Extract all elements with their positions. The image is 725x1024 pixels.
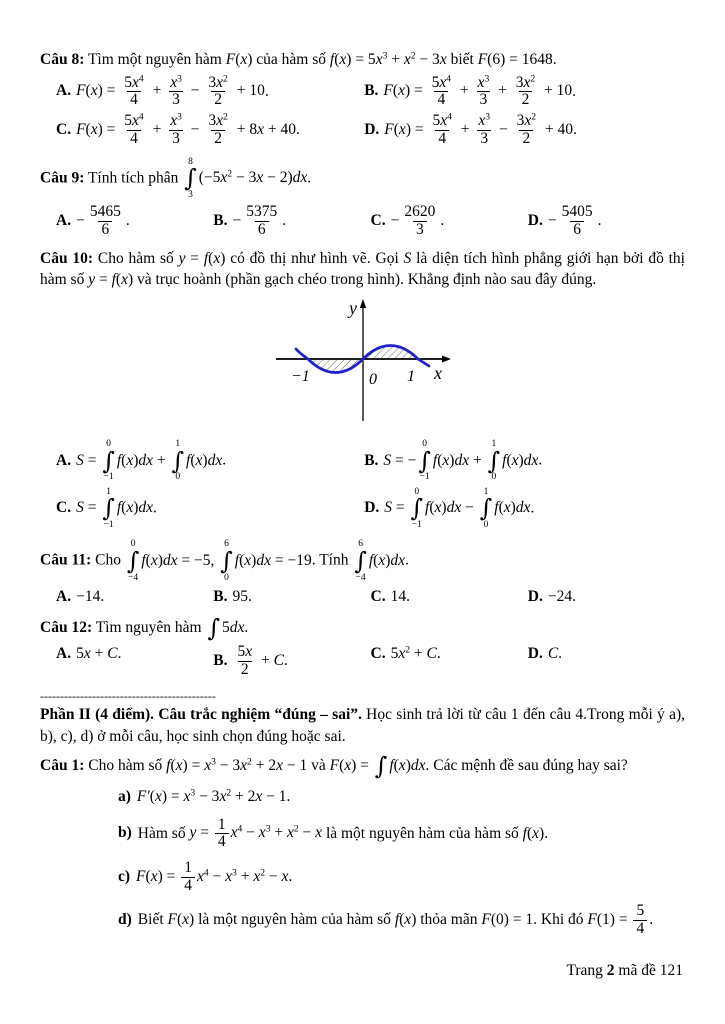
option-formula: − $\frac{5375}{6}$ .: [232, 203, 287, 239]
option-formula: S = 0 ∫ −1 f(x)dx − 1 ∫ 0 f(x)dx.: [384, 486, 535, 531]
question-8-option-a: [56, 75, 364, 109]
item-formula: Biết F(x) là một nguyên hàm của hàm số f(x) thỏa mãn F(0) = 1. Khi đó F(1) = $\frac{5}{4}$ .: [137, 902, 654, 938]
question-11-options: [40, 585, 685, 610]
item-letter: b): [118, 824, 132, 842]
option-formula: −24.: [547, 588, 576, 606]
question-12: [40, 614, 685, 643]
option-formula: 95.: [232, 588, 252, 606]
option-letter: D.: [527, 588, 543, 606]
option-letter: A.: [56, 451, 72, 469]
option-formula: − $\frac{2620}{3}$ .: [390, 203, 445, 239]
question-12-option-a: [56, 644, 213, 678]
question-12-text: Tìm nguyên hàm ∫ 5dx.: [92, 614, 249, 643]
question-9-option-c: [371, 204, 528, 238]
option-letter: D.: [364, 499, 380, 517]
section-divider: --------------------------------------------: [40, 689, 216, 704]
question-10-options: [40, 437, 685, 532]
question-9-option-a: [56, 204, 213, 238]
question-8-label: Câu 8:: [40, 51, 85, 68]
option-letter: C.: [370, 644, 386, 662]
question-9-option-d: [528, 204, 685, 238]
option-letter: A.: [56, 82, 72, 100]
part2-q1-item-b: [118, 817, 685, 851]
question-10-text: Cho hàm số y = f(x) có đồ thị như hình vẽ. Gọi S là diện tích hình phẳng giới hạn bởi đồ thị hàm số y = f(x) và trục hoành (phần gạch chéo trong hình). Khẳng định nào sau đây đúng.: [40, 249, 685, 289]
tick-neg1: −1: [290, 368, 310, 386]
tick-one: 1: [406, 368, 415, 386]
question-9-options: [40, 202, 685, 240]
question-11-option-b: [213, 587, 370, 608]
footer-suffix: mã đề 121: [618, 961, 683, 979]
question-12-option-c: [371, 644, 528, 678]
question-10-figure: [40, 297, 685, 435]
option-formula: S = 0 ∫ −1 f(x)dx + 1 ∫ 0 f(x)dx.: [76, 439, 227, 483]
question-9-label: Câu 9:: [40, 169, 85, 187]
option-letter: A.: [56, 212, 72, 230]
item-letter: c): [118, 867, 131, 885]
part2-heading-bold: Phần II (4 điểm). Câu trắc nghiệm “đúng – sai”.: [40, 706, 362, 724]
option-formula: $\frac{5x}{2}$ + C.: [237, 642, 288, 678]
option-letter: B.: [213, 588, 228, 606]
question-12-options: [40, 642, 685, 680]
part2-question-1: [40, 751, 685, 780]
question-12-option-d: [528, 644, 685, 678]
part2-heading-rest: Học sinh trả lời từ câu 1 đến câu 4.Trong mỗi ý a), b), c), d) ở mỗi câu, học sinh chọn đúng hoặc sai.: [40, 706, 685, 746]
option-formula: − $\frac{5405}{6}$ .: [547, 203, 602, 239]
option-formula: F(x) = $\frac{5x^4}{4}$ + $\frac{x^3}{3}$ + $\frac{3x^2}{2}$ + 10.: [383, 73, 577, 109]
question-11-option-c: [371, 587, 528, 608]
option-formula: S = 1 ∫ −1 f(x)dx.: [76, 486, 157, 531]
part2-q1-item-a: [118, 787, 685, 808]
page-footer: [40, 962, 685, 980]
part2-question-1-text: Cho hàm số $f(x) = x^3 - 3x^2 + 2x - 1$ và F(x) = ∫ f(x)dx. Các mệnh đề sau đúng hay sai?: [84, 751, 628, 780]
option-letter: C.: [56, 499, 72, 517]
footer-prefix: Trang: [566, 961, 603, 979]
option-formula: − $\frac{5465}{6}$ .: [76, 203, 130, 239]
x-axis-label: x: [433, 363, 442, 384]
option-letter: D.: [364, 120, 380, 138]
question-11-label: Câu 11:: [40, 551, 92, 569]
question-12-option-b: [213, 644, 370, 678]
item-letter: d): [118, 911, 132, 929]
question-9-option-b: [213, 204, 370, 238]
footer-page-number: 2: [606, 961, 615, 979]
question-11-option-a: [56, 587, 213, 608]
question-8-text: Tìm một nguyên hàm F(x) của hàm số $f(x) = 5x^3 + x^2 - 3x$ biết F(6) = 1648.: [84, 50, 557, 68]
option-formula: $5x^2 + C$.: [390, 644, 441, 662]
option-formula: S = − 0 ∫ −1 f(x)dx + 1 ∫ 0 f(x)dx.: [383, 439, 543, 483]
option-letter: D.: [527, 644, 543, 662]
question-9-text: Tính tích phân 8 ∫ 3 $(-5x^2 - 3x - 2)dx$.: [84, 156, 312, 200]
part2-question-1-label: Câu 1:: [40, 756, 85, 774]
y-axis-arrow: [359, 299, 365, 308]
question-12-label: Câu 12:: [40, 619, 93, 637]
option-letter: A.: [56, 644, 72, 662]
part2-q1-item-d: [118, 903, 685, 937]
question-10-label: Câu 10:: [40, 249, 94, 267]
option-formula: 5x + C.: [76, 644, 122, 662]
item-formula: Hàm số y = $\frac{1}{4}$ $x^4 - x^3 + x^2 - x$ là một nguyên hàm của hàm số f(x).: [137, 815, 549, 851]
question-10-option-a: [56, 439, 364, 483]
option-letter: C.: [56, 120, 72, 138]
question-11-option-d: [528, 587, 685, 608]
option-formula: F(x) = $\frac{5x^4}{4}$ + $\frac{x^3}{3}$ − $\frac{3x^2}{2}$ + 10.: [76, 73, 269, 109]
option-formula: F(x) = $\frac{5x^4}{4}$ + $\frac{x^3}{3}$ − $\frac{3x^2}{2}$ + 8x + 40.: [76, 111, 300, 147]
question-10-option-c: [56, 487, 364, 531]
question-10-option-d: [364, 487, 685, 531]
option-letter: B.: [213, 212, 228, 230]
question-8: [40, 49, 685, 71]
option-letter: C.: [370, 588, 386, 606]
question-8-option-b: [364, 75, 685, 109]
question-8-options: [40, 73, 685, 150]
function-graph: [258, 297, 468, 435]
part2-q1-item-c: [118, 860, 685, 894]
question-10-option-b: [364, 439, 685, 483]
question-9: [40, 157, 685, 201]
question-11: [40, 539, 685, 583]
option-letter: B.: [364, 451, 379, 469]
item-formula: F(x) = $\frac{1}{4}$ $x^4 - x^3 + x^2 - x$.: [136, 858, 293, 894]
question-8-option-c: [56, 113, 364, 147]
question-11-text: Cho 0 ∫ −4 f(x)dx = −5, 6 ∫ 0 f(x)dx = −19. Tính 6 ∫ −4 f(x)dx.: [91, 539, 409, 583]
tick-zero: 0: [368, 371, 377, 389]
item-letter: a): [118, 787, 131, 805]
option-formula: −14.: [76, 588, 105, 606]
option-letter: B.: [364, 82, 379, 100]
item-formula: $F'(x) = x^3 - 3x^2 + 2x - 1$.: [136, 787, 291, 805]
y-axis-label: y: [348, 298, 357, 319]
x-axis-arrow: [442, 356, 451, 363]
option-letter: B.: [213, 651, 228, 669]
option-formula: 14.: [390, 588, 410, 606]
option-letter: A.: [56, 588, 72, 606]
option-formula: C.: [547, 644, 563, 662]
part2-heading: [40, 704, 685, 747]
question-10: [40, 248, 685, 291]
question-8-option-d: [364, 113, 685, 147]
option-letter: C.: [370, 212, 386, 230]
option-formula: F(x) = $\frac{5x^4}{4}$ + $\frac{x^3}{3}$ − $\frac{3x^2}{2}$ + 40.: [384, 111, 577, 147]
option-letter: D.: [527, 212, 543, 230]
